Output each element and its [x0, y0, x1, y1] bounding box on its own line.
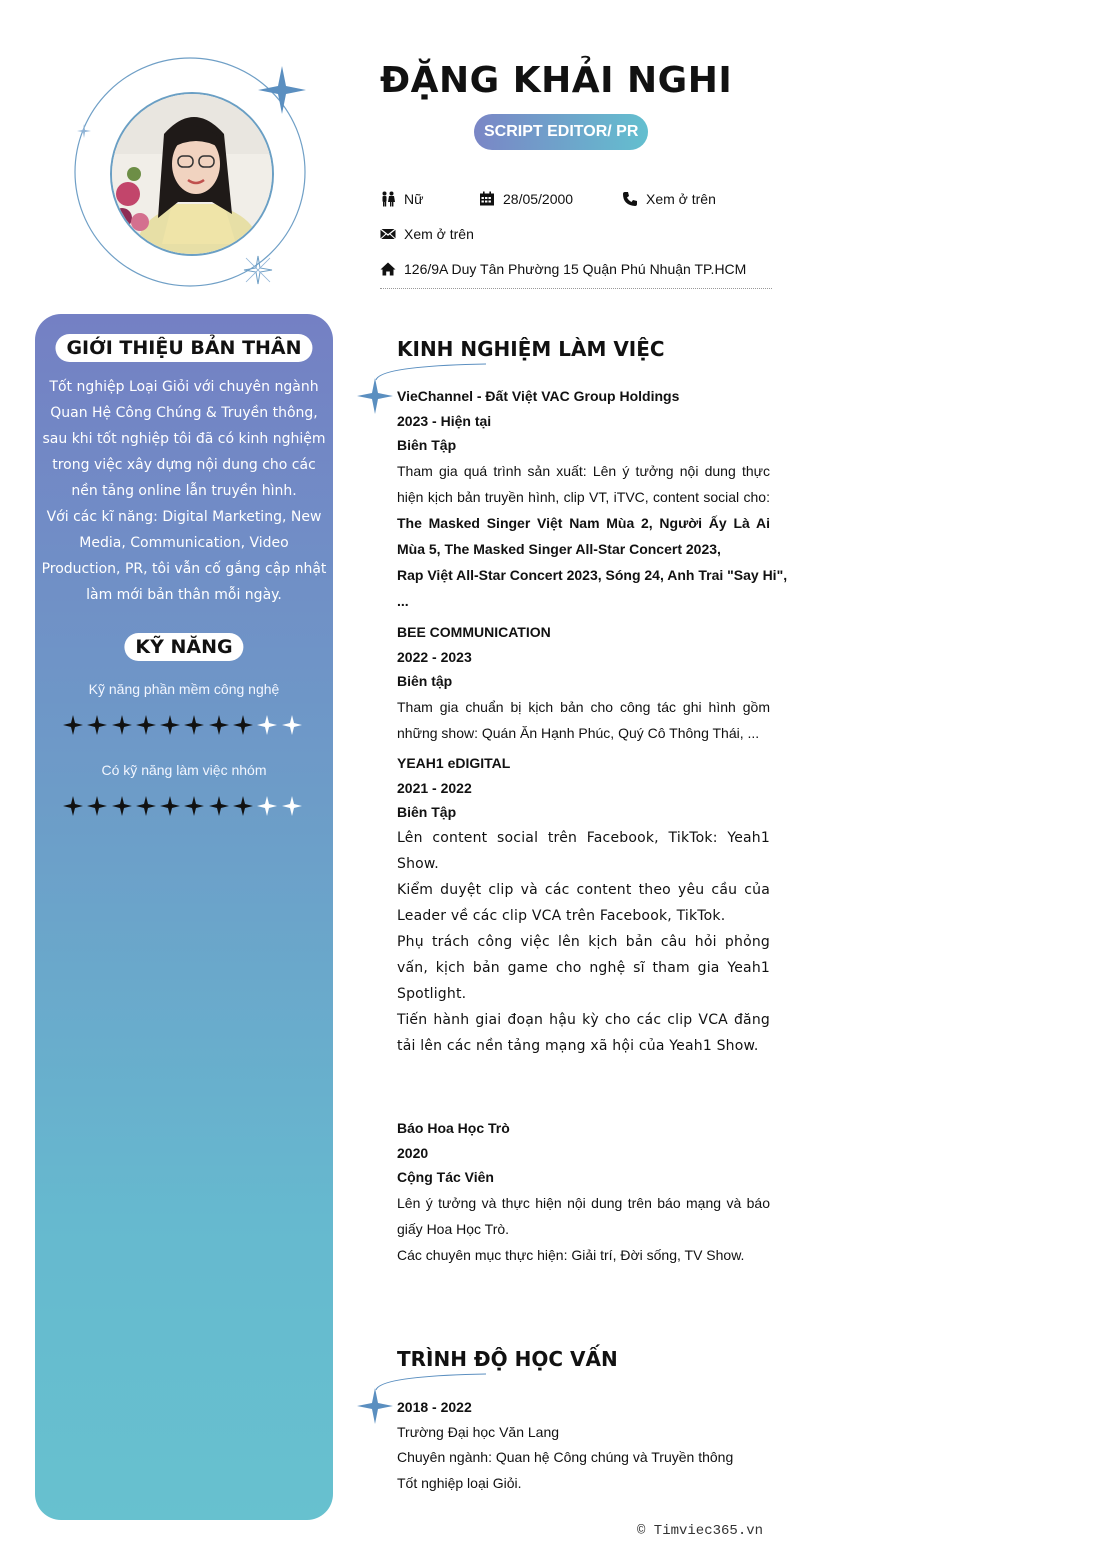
skills-title: KỸ NĂNG: [124, 633, 243, 661]
education-period: 2018 - 2022: [397, 1399, 472, 1415]
skill-label: Có kỹ năng làm việc nhóm: [101, 762, 267, 778]
footer-copyright: © Timviec365.vn: [637, 1523, 764, 1539]
job-company: Báo Hoa Học Trò: [397, 1120, 510, 1136]
phone-value: Xem ở trên: [646, 191, 716, 207]
job-entry: [397, 384, 788, 614]
gender-row: [380, 191, 423, 207]
star-filled-icon: [134, 794, 158, 818]
home-icon: [380, 261, 396, 277]
email-value: Xem ở trên: [404, 226, 474, 242]
job-period: 2023 - Hiện tại: [397, 412, 492, 429]
education-entry: [397, 1395, 770, 1496]
candidate-name: ĐẶNG KHẢI NGHI: [380, 60, 733, 101]
job-entry: [397, 1116, 770, 1268]
calendar-icon: [479, 191, 495, 207]
star-filled-icon: [207, 794, 231, 818]
birthday-value: 28/05/2000: [503, 191, 574, 207]
intro-text: [39, 374, 329, 608]
education-grade: Tốt nghiệp loại Giỏi.: [397, 1475, 522, 1491]
job-position: Cộng Tác Viên: [397, 1169, 494, 1185]
intro-line: Media, Communication, Video: [79, 535, 289, 551]
intro-line: trong việc xây dựng nội dung cho các: [52, 457, 316, 473]
job-company: YEAH1 eDIGITAL: [397, 755, 511, 771]
star-filled-icon: [182, 713, 206, 737]
gender-icon: [380, 191, 396, 207]
star-filled-icon: [85, 794, 109, 818]
star-filled-icon: [231, 794, 255, 818]
phone-row: [622, 191, 716, 207]
education-title: TRÌNH ĐỘ HỌC VẤN: [397, 1347, 618, 1371]
star-empty-icon: [255, 794, 279, 818]
intro-line: làm mới bản thân mỗi ngày.: [86, 587, 282, 603]
education-school: Trường Đại học Văn Lang: [397, 1423, 560, 1440]
job-entry: [397, 620, 770, 746]
star-empty-icon: [255, 713, 279, 737]
star-filled-icon: [61, 713, 85, 737]
intro-line: Production, PR, tôi vẫn cố gắng cập nhật: [41, 561, 327, 577]
job-description-line: Các chuyên mục thực hiện: Giải trí, Đời sống, TV Show.: [397, 1246, 745, 1263]
intro-line: Với các kĩ năng: Digital Marketing, New: [46, 509, 322, 525]
job-description-line: Lên content social trên Facebook, TikTok: Yeah1 Show.: [397, 829, 770, 872]
skill-label: Kỹ năng phần mềm công nghệ: [88, 681, 280, 697]
profile-photo: [110, 92, 274, 256]
job-position: Biên Tập: [397, 437, 457, 453]
job-shows: The Masked Singer Việt Nam Mùa 2, Người Ấy Là Ai Mùa 5, The Masked Singer All-Star Concert 2023,: [397, 514, 770, 557]
intro-line: sau khi tốt nghiệp tôi đã có kinh nghiệm: [42, 431, 326, 447]
job-description-line: Kiểm duyệt clip và các content theo yêu cầu của Leader về các clip VCA trên Facebook, TikTok.: [397, 881, 770, 924]
job-shows-ellipsis: ...: [397, 592, 409, 609]
job-period: 2022 - 2023: [397, 648, 472, 665]
email-row: [380, 226, 474, 242]
star-filled-icon: [158, 713, 182, 737]
birthday-row: [479, 191, 573, 207]
job-description-text: Tham gia quá trình sản xuất: Lên ý tưởng nội dung thực hiện kịch bản truyền hình, clip VT, iTVC, content social cho:: [397, 462, 770, 505]
skill-rating: [61, 713, 304, 737]
job-description-line: Tiến hành giai đoạn hậu kỳ cho các clip VCA đăng tải lên các nền tảng mạng xã hội của Yeah1 Show.: [397, 1011, 770, 1054]
job-title-badge: SCRIPT EDITOR/ PR: [474, 114, 648, 150]
job-description: [397, 458, 770, 562]
job-description: Tham gia chuẩn bị kịch bản cho công tác ghi hình gồm những show: Quán Ăn Hạnh Phúc, Quý Cô Thông Thái, ...: [397, 698, 770, 741]
intro-line: Tốt nghiệp Loại Giỏi với chuyên ngành: [49, 379, 319, 395]
education-major: Chuyên ngành: Quan hệ Công chúng và Truyền thông: [397, 1449, 734, 1465]
star-filled-icon: [158, 794, 182, 818]
star-filled-icon: [110, 794, 134, 818]
star-empty-icon: [280, 794, 304, 818]
job-position: Biên Tập: [397, 804, 457, 820]
star-filled-icon: [134, 713, 158, 737]
star-filled-icon: [110, 713, 134, 737]
star-filled-icon: [61, 794, 85, 818]
phone-icon: [622, 191, 638, 207]
skill-rating: [61, 794, 304, 818]
address-value: 126/9A Duy Tân Phường 15 Quận Phú Nhuận TP.HCM: [404, 261, 747, 277]
intro-title: GIỚI THIỆU BẢN THÂN: [55, 334, 312, 362]
star-filled-icon: [85, 713, 109, 737]
job-company: BEE COMMUNICATION: [397, 624, 551, 640]
avatar-area: [60, 48, 320, 298]
job-description-line: Phụ trách công việc lên kịch bản câu hỏi phỏng vấn, kịch bản game cho nghệ sĩ tham gia Yeah1 Spotlight.: [397, 933, 770, 1002]
star-filled-icon: [207, 713, 231, 737]
job-company: VieChannel - Đất Việt VAC Group Holdings: [397, 388, 680, 404]
star-filled-icon: [231, 713, 255, 737]
job-description-line: Lên ý tưởng và thực hiện nội dung trên báo mạng và báo giấy Hoa Học Trò.: [397, 1194, 770, 1237]
star-filled-icon: [182, 794, 206, 818]
star-empty-icon: [280, 713, 304, 737]
intro-line: Quan Hệ Công Chúng & Truyền thông,: [50, 405, 318, 421]
job-position: Biên tập: [397, 673, 453, 689]
gender-value: Nữ: [404, 191, 424, 207]
job-period: 2021 - 2022: [397, 779, 472, 796]
mail-icon: [380, 226, 396, 242]
experience-title: KINH NGHIỆM LÀM VIỆC: [397, 337, 665, 361]
header-divider: [380, 288, 772, 289]
job-shows-more: Rap Việt All-Star Concert 2023, Sóng 24, Anh Trai "Say Hi",: [397, 566, 788, 583]
sidebar: [35, 314, 333, 1520]
address-row: [380, 261, 746, 277]
job-period: 2020: [397, 1144, 429, 1161]
intro-line: nền tảng online lẫn truyền hình.: [71, 483, 297, 499]
job-entry: [397, 751, 770, 1059]
